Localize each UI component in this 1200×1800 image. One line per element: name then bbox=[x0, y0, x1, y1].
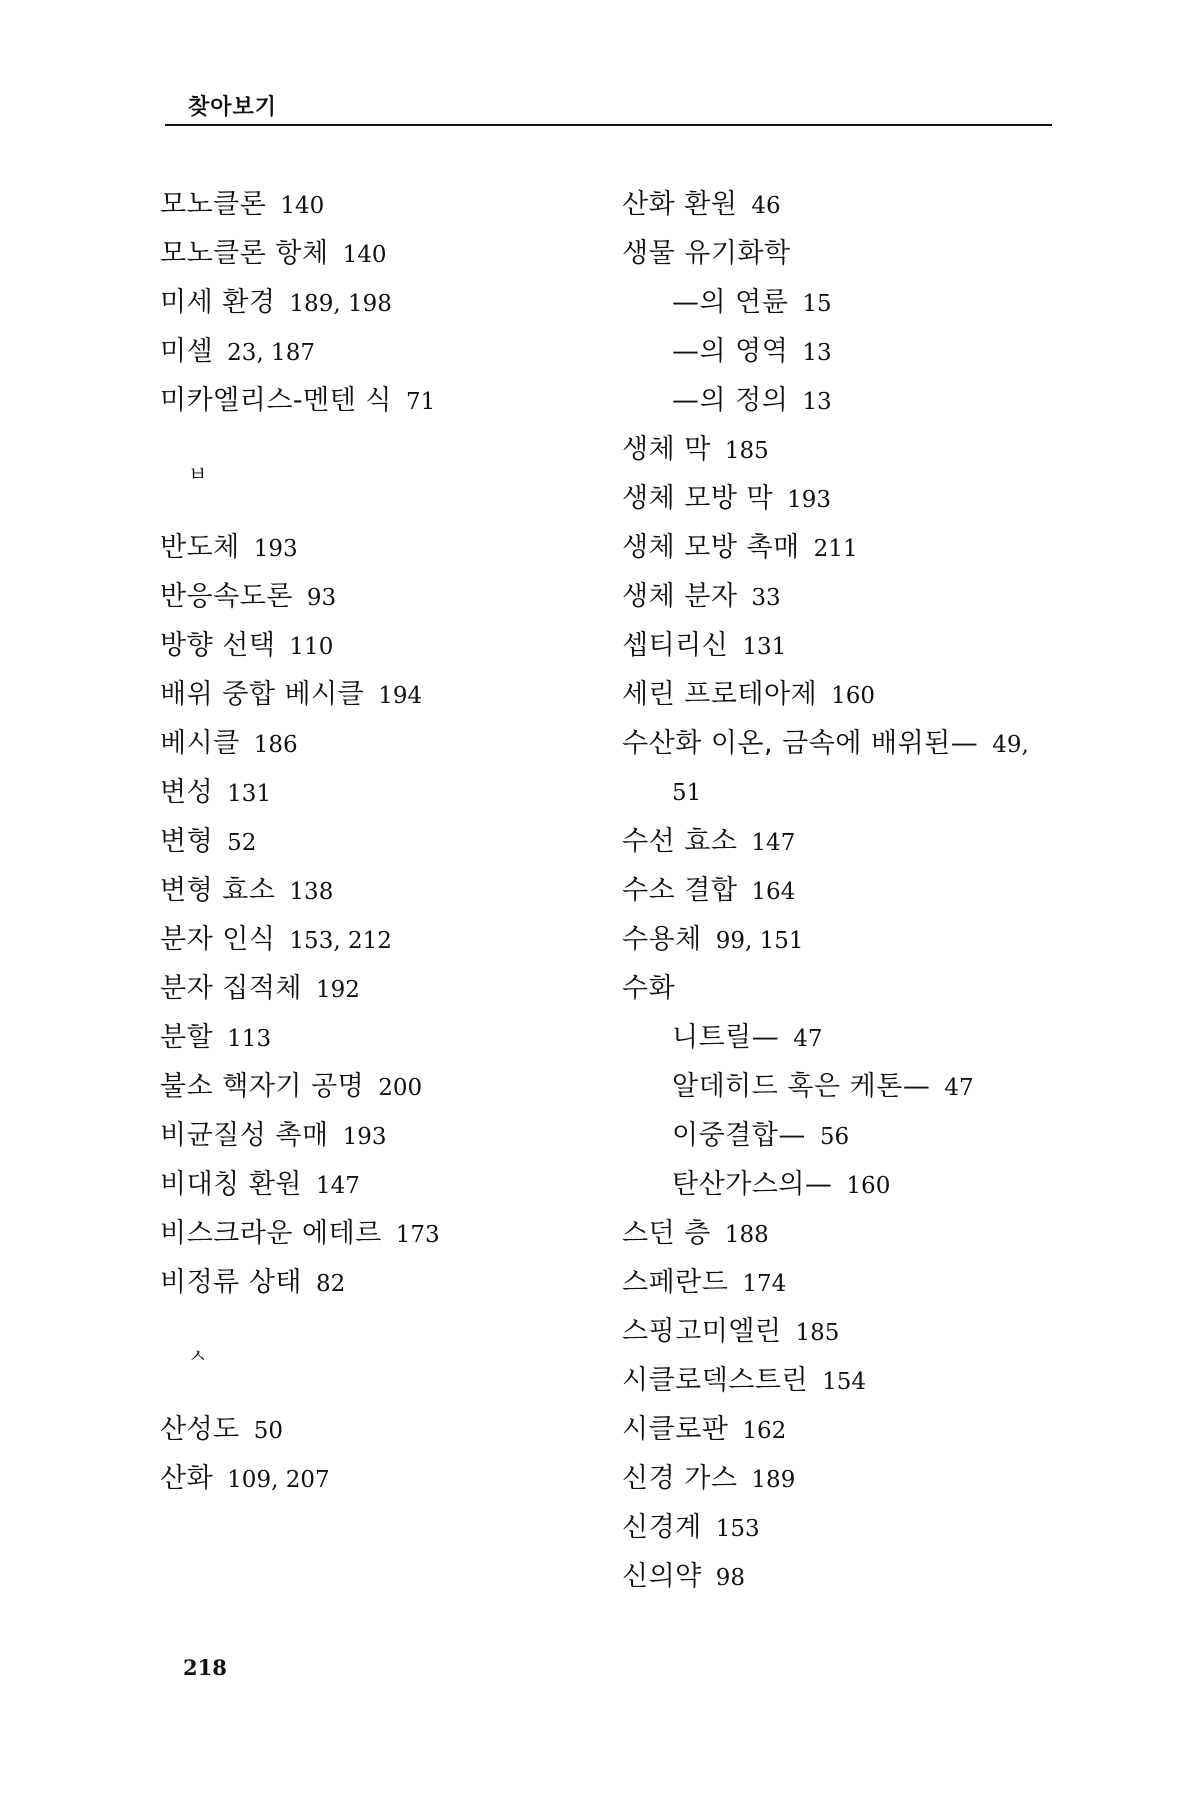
entry-term: 수용체 bbox=[622, 924, 702, 955]
entry-pages: 13 bbox=[802, 389, 832, 415]
entry-pages: 82 bbox=[316, 1271, 346, 1297]
entry-pages: 140 bbox=[342, 242, 387, 268]
index-column-left bbox=[160, 180, 600, 1503]
index-entry bbox=[622, 866, 1062, 915]
index-entry bbox=[160, 1405, 600, 1454]
entry-pages: 188 bbox=[724, 1222, 769, 1248]
index-entry bbox=[622, 719, 1062, 768]
index-entry bbox=[160, 719, 600, 768]
index-subentry bbox=[622, 1160, 1062, 1209]
index-entry bbox=[622, 1552, 1062, 1601]
entry-term: 비대칭 환원 bbox=[160, 1169, 302, 1200]
index-entry bbox=[160, 964, 600, 1013]
index-entry bbox=[622, 817, 1062, 866]
entry-term: 스페란드 bbox=[622, 1267, 729, 1298]
index-subentry bbox=[622, 376, 1062, 425]
entry-term: 니트릴— bbox=[672, 1022, 780, 1053]
entry-term: 변성 bbox=[160, 777, 214, 808]
entry-pages: 98 bbox=[715, 1565, 746, 1591]
entry-pages: 23, 187 bbox=[227, 340, 315, 366]
entry-term: 비스크라운 에테르 bbox=[160, 1218, 382, 1249]
entry-pages: 49, bbox=[992, 732, 1029, 758]
entry-term: 변형 효소 bbox=[160, 875, 276, 906]
entry-term: 분자 인식 bbox=[160, 924, 276, 955]
index-entry bbox=[622, 1503, 1062, 1552]
entry-term: 탄산가스의— bbox=[672, 1169, 833, 1200]
index-entry bbox=[622, 474, 1062, 523]
entry-term: 신경 가스 bbox=[622, 1463, 738, 1494]
index-entry bbox=[622, 229, 1062, 278]
index-entry bbox=[622, 621, 1062, 670]
entry-term: 모노클론 항체 bbox=[160, 238, 329, 269]
entry-pages: 52 bbox=[227, 830, 257, 856]
section-heading: ㅅ bbox=[188, 1344, 208, 1368]
page-number: 218 bbox=[183, 1655, 227, 1680]
index-entry bbox=[622, 523, 1062, 572]
entry-pages: 47 bbox=[793, 1026, 823, 1052]
index-entry bbox=[160, 1013, 600, 1062]
entry-pages: 140 bbox=[280, 193, 325, 219]
entry-pages: 160 bbox=[846, 1173, 891, 1199]
index-entry bbox=[622, 1454, 1062, 1503]
entry-pages: 211 bbox=[813, 536, 858, 562]
entry-term: 세린 프로테아제 bbox=[622, 679, 818, 710]
index-subentry bbox=[622, 1013, 1062, 1062]
entry-term: 변형 bbox=[160, 826, 214, 857]
entry-pages: 173 bbox=[395, 1222, 440, 1248]
index-entry bbox=[160, 817, 600, 866]
entry-pages: 193 bbox=[787, 487, 831, 513]
entry-pages: 46 bbox=[751, 193, 781, 219]
index-entry bbox=[160, 376, 600, 425]
entry-term: 불소 핵자기 공명 bbox=[160, 1071, 365, 1102]
index-entry bbox=[160, 278, 600, 327]
index-entry bbox=[622, 1356, 1062, 1405]
entry-pages: 194 bbox=[378, 683, 423, 709]
entry-pages: 185 bbox=[724, 438, 769, 464]
entry-pages: 147 bbox=[316, 1173, 360, 1199]
entry-pages: 192 bbox=[316, 977, 360, 1003]
entry-pages: 193 bbox=[342, 1124, 387, 1150]
entry-term: 산성도 bbox=[160, 1414, 240, 1445]
index-entry bbox=[622, 572, 1062, 621]
entry-term: 생체 모방 막 bbox=[622, 483, 774, 514]
entry-term: 분할 bbox=[160, 1022, 214, 1053]
entry-pages: 109, 207 bbox=[227, 1467, 330, 1493]
index-entry bbox=[160, 1160, 600, 1209]
entry-pages: 138 bbox=[289, 879, 334, 905]
entry-term: 스던 층 bbox=[622, 1218, 711, 1249]
entry-term: 미카엘리스-멘텐 식 bbox=[160, 385, 392, 416]
entry-term: 배위 중합 베시클 bbox=[160, 679, 365, 710]
entry-pages: 110 bbox=[289, 634, 334, 660]
entry-pages: 185 bbox=[795, 1320, 840, 1346]
index-entry bbox=[622, 964, 1062, 1013]
entry-term: 비정류 상태 bbox=[160, 1267, 302, 1298]
entry-term: 미세 환경 bbox=[160, 287, 276, 318]
entry-term: 반도체 bbox=[160, 532, 240, 563]
index-entry bbox=[160, 1111, 600, 1160]
entry-pages: 147 bbox=[751, 830, 796, 856]
entry-pages: 56 bbox=[819, 1124, 850, 1150]
entry-term: 시클로덱스트린 bbox=[622, 1365, 809, 1396]
entry-term: 시클로판 bbox=[622, 1414, 729, 1445]
entry-term: 알데히드 혹은 케톤— bbox=[672, 1071, 931, 1102]
index-entry bbox=[622, 670, 1062, 719]
entry-term: 이중결합— bbox=[672, 1120, 806, 1151]
entry-term: 생물 유기화학 bbox=[622, 238, 791, 269]
entry-term: 수선 효소 bbox=[622, 826, 738, 857]
entry-pages: 174 bbox=[742, 1271, 787, 1297]
index-entry bbox=[622, 425, 1062, 474]
index-subentry bbox=[622, 1111, 1062, 1160]
index-subentry bbox=[622, 327, 1062, 376]
header-rule bbox=[165, 124, 1052, 126]
entry-pages: 193 bbox=[253, 536, 298, 562]
entry-pages: 162 bbox=[742, 1418, 787, 1444]
entry-pages: 47 bbox=[944, 1075, 974, 1101]
entry-term: 비균질성 촉매 bbox=[160, 1120, 329, 1151]
index-entry bbox=[622, 915, 1062, 964]
entry-pages: 131 bbox=[227, 781, 272, 807]
index-entry bbox=[622, 1307, 1062, 1356]
entry-pages: 186 bbox=[253, 732, 298, 758]
index-entry bbox=[160, 1209, 600, 1258]
entry-pages: 15 bbox=[802, 291, 832, 317]
index-entry bbox=[622, 1209, 1062, 1258]
entry-pages: 71 bbox=[405, 389, 436, 415]
entry-term: 신경계 bbox=[622, 1512, 702, 1543]
entry-pages: 200 bbox=[378, 1075, 423, 1101]
index-entry bbox=[160, 915, 600, 964]
entry-pages: 189, 198 bbox=[289, 291, 392, 317]
entry-pages: 154 bbox=[822, 1369, 866, 1395]
index-entry bbox=[622, 1258, 1062, 1307]
entry-pages: 189 bbox=[751, 1467, 796, 1493]
index-subentry bbox=[622, 278, 1062, 327]
entry-term: —의 영역 bbox=[672, 336, 789, 367]
entry-pages: 13 bbox=[802, 340, 832, 366]
entry-pages: 33 bbox=[751, 585, 781, 611]
running-head-title: 찾아보기 bbox=[188, 95, 278, 120]
entry-pages: 153, 212 bbox=[289, 928, 392, 954]
entry-term: —의 정의 bbox=[672, 385, 789, 416]
entry-term: 수소 결합 bbox=[622, 875, 738, 906]
index-entry bbox=[160, 1062, 600, 1111]
index-column-right bbox=[622, 180, 1062, 1601]
entry-term: 생체 분자 bbox=[622, 581, 738, 612]
entry-term: —의 연륜 bbox=[672, 287, 789, 318]
entry-pages: 99, 151 bbox=[715, 928, 804, 954]
entry-term: 베시클 bbox=[160, 728, 240, 759]
entry-pages: 51 bbox=[672, 780, 702, 806]
index-entry bbox=[160, 572, 600, 621]
entry-pages: 50 bbox=[253, 1418, 284, 1444]
entry-term: 생체 모방 촉매 bbox=[622, 532, 800, 563]
entry-pages: 164 bbox=[751, 879, 796, 905]
index-subentry bbox=[622, 768, 1062, 817]
index-entry bbox=[160, 670, 600, 719]
entry-pages: 160 bbox=[831, 683, 876, 709]
entry-term: 미셀 bbox=[160, 336, 214, 367]
entry-term: 수산화 이온, 금속에 배위된— bbox=[622, 728, 979, 759]
entry-term: 신의약 bbox=[622, 1561, 702, 1592]
entry-term: 방향 선택 bbox=[160, 630, 276, 661]
entry-term: 산화 bbox=[160, 1463, 214, 1494]
entry-term: 분자 집적체 bbox=[160, 973, 302, 1004]
index-entry bbox=[160, 866, 600, 915]
index-entry bbox=[160, 229, 600, 278]
index-entry bbox=[160, 621, 600, 670]
index-entry bbox=[160, 327, 600, 376]
index-entry bbox=[622, 1405, 1062, 1454]
index-subentry bbox=[622, 1062, 1062, 1111]
entry-pages: 153 bbox=[715, 1516, 760, 1542]
entry-term: 생체 막 bbox=[622, 434, 711, 465]
entry-pages: 131 bbox=[742, 634, 787, 660]
index-entry bbox=[160, 180, 600, 229]
index-entry bbox=[622, 180, 1062, 229]
entry-term: 스핑고미엘린 bbox=[622, 1316, 782, 1347]
entry-pages: 113 bbox=[227, 1026, 272, 1052]
entry-term: 셉티리신 bbox=[622, 630, 729, 661]
entry-term: 수화 bbox=[622, 973, 676, 1004]
entry-pages: 93 bbox=[306, 585, 337, 611]
index-entry bbox=[160, 1258, 600, 1307]
entry-term: 모노클론 bbox=[160, 189, 267, 220]
index-entry bbox=[160, 1454, 600, 1503]
section-heading: ㅂ bbox=[188, 462, 208, 486]
index-entry bbox=[160, 768, 600, 817]
entry-term: 산화 환원 bbox=[622, 189, 738, 220]
entry-term: 반응속도론 bbox=[160, 581, 293, 612]
index-entry bbox=[160, 523, 600, 572]
